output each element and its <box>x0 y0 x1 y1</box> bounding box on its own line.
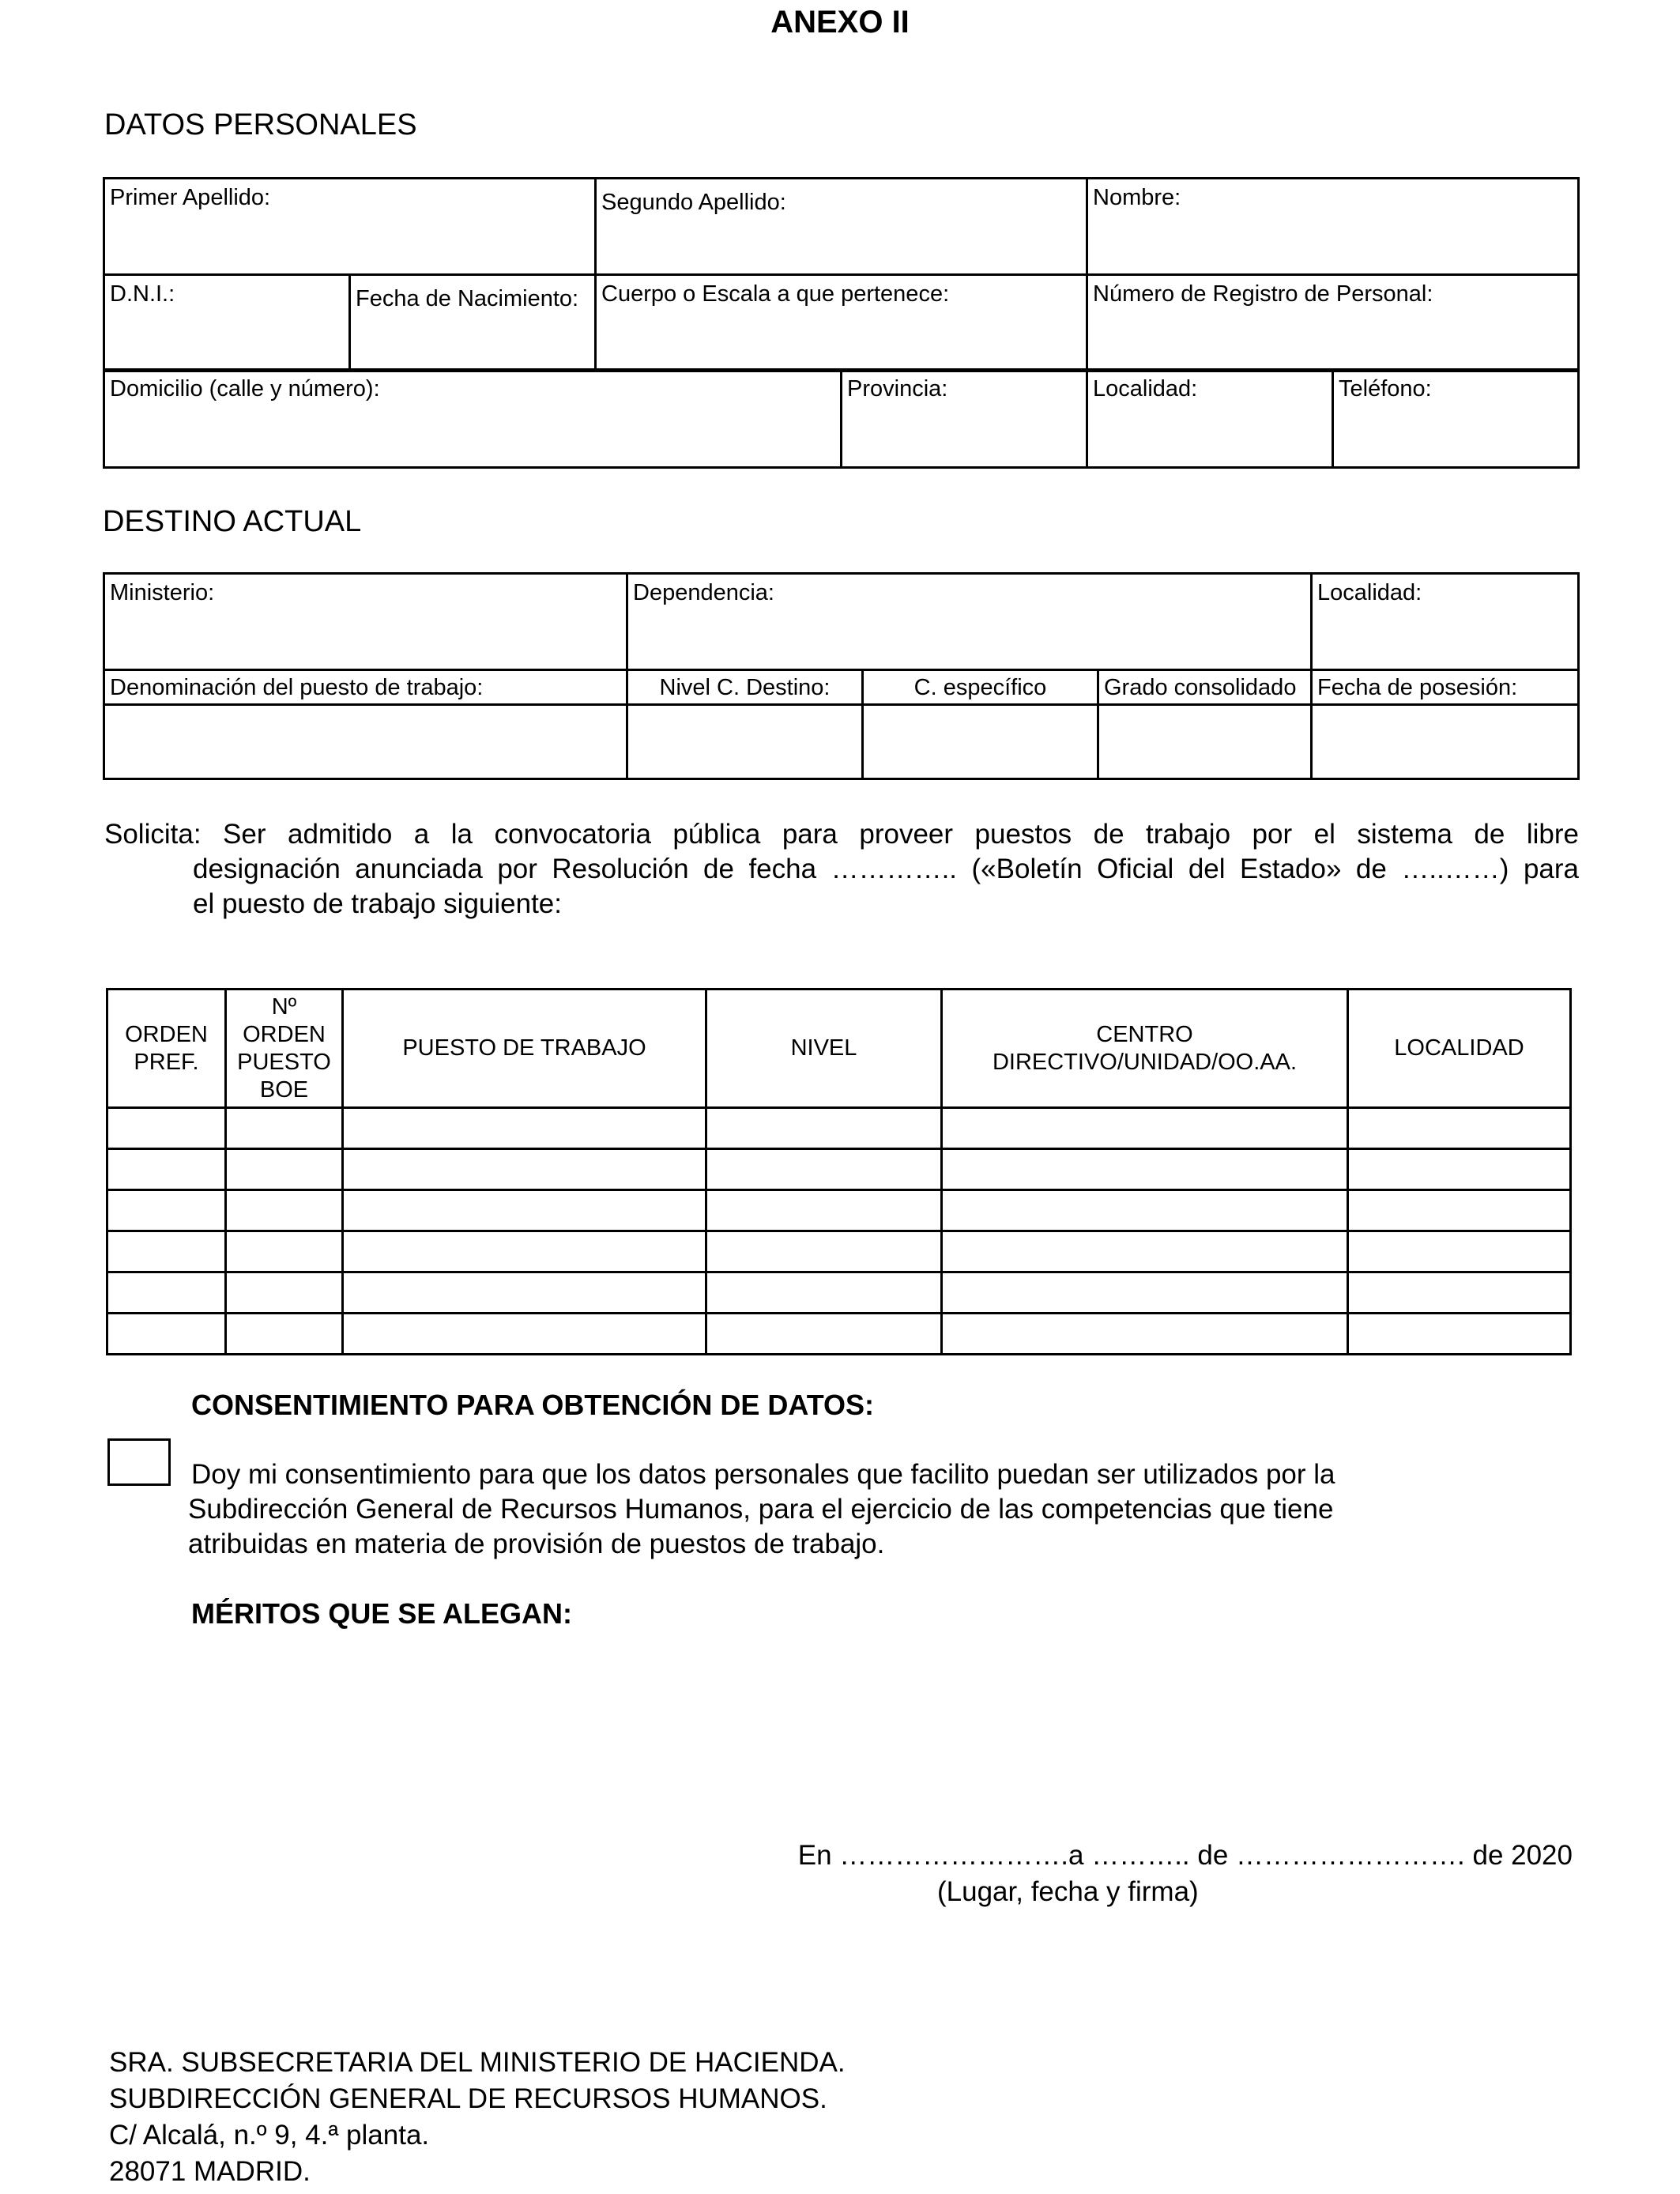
cuerpo-escala-label: Cuerpo o Escala a que pertenece: <box>601 281 950 307</box>
header-nivel <box>706 990 942 1108</box>
cell-orden-pref[interactable] <box>107 1190 226 1231</box>
cell-nivel[interactable] <box>706 1149 942 1190</box>
dependencia-field[interactable] <box>627 574 1312 670</box>
cell-orden-pref[interactable] <box>107 1272 226 1314</box>
cell-nivel[interactable] <box>706 1272 942 1314</box>
cell-centro-directivo[interactable] <box>942 1108 1348 1149</box>
denominacion-label: Denominación del puesto de trabajo: <box>110 675 484 700</box>
table-row <box>107 1231 1571 1272</box>
dni-field[interactable] <box>104 275 350 371</box>
cell-localidad[interactable] <box>1348 1108 1571 1149</box>
destinatario-line-3: C/ Alcalá, n.º 9, 4.ª planta. <box>109 2120 430 2151</box>
ministerio-label: Ministerio: <box>110 580 215 605</box>
cell-centro-directivo[interactable] <box>942 1190 1348 1231</box>
c-especifico-label: C. específico <box>913 675 1047 700</box>
grado-consolidado-input[interactable] <box>1098 705 1312 779</box>
header-orden-puesto-boe <box>226 990 343 1108</box>
puestos-table <box>106 988 1572 1355</box>
dependencia-label: Dependencia: <box>633 580 774 605</box>
destinatario-line-2: SUBDIRECCIÓN GENERAL DE RECURSOS HUMANOS. <box>109 2083 827 2114</box>
localidad-destino-label: Localidad: <box>1317 580 1422 605</box>
meritos-heading: MÉRITOS QUE SE ALEGAN: <box>191 1597 573 1630</box>
telefono-label: Teléfono: <box>1339 376 1432 401</box>
header-puesto-trabajo-label: PUESTO DE TRABAJO <box>402 1035 646 1061</box>
cell-localidad[interactable] <box>1348 1149 1571 1190</box>
primer-apellido-field[interactable] <box>104 179 596 275</box>
nivel-destino-header <box>627 670 863 705</box>
cell-localidad[interactable] <box>1348 1190 1571 1231</box>
cell-puesto-trabajo[interactable] <box>343 1272 706 1314</box>
cell-orden-puesto-boe[interactable] <box>226 1149 343 1190</box>
table-row <box>107 1272 1571 1314</box>
header-orden-puesto-boe-label: Nº ORDEN PUESTO BOE <box>237 993 331 1103</box>
consentimiento-heading: CONSENTIMIENTO PARA OBTENCIÓN DE DATOS: <box>191 1389 875 1421</box>
denominacion-header <box>104 670 627 705</box>
fecha-nacimiento-label: Fecha de Nacimiento: <box>356 286 579 311</box>
cell-centro-directivo[interactable] <box>942 1314 1348 1355</box>
cell-orden-puesto-boe[interactable] <box>226 1272 343 1314</box>
localidad-label: Localidad: <box>1093 376 1198 401</box>
consentimiento-line-1: Doy mi consentimiento para que los datos personales que facilito puedan ser utilizados por la <box>191 1459 1335 1490</box>
destino-actual-table <box>103 572 1580 780</box>
table-row <box>107 1314 1571 1355</box>
cell-orden-puesto-boe[interactable] <box>226 1314 343 1355</box>
cell-orden-pref[interactable] <box>107 1108 226 1149</box>
consentimiento-line-3: atribuidas en materia de provisión de puestos de trabajo. <box>188 1529 885 1559</box>
segundo-apellido-label: Segundo Apellido: <box>601 190 786 215</box>
cell-orden-puesto-boe[interactable] <box>226 1231 343 1272</box>
telefono-field[interactable] <box>1333 370 1579 468</box>
primer-apellido-label: Primer Apellido: <box>110 185 271 210</box>
domicilio-field[interactable] <box>104 370 842 468</box>
provincia-label: Provincia: <box>847 376 948 401</box>
c-especifico-input[interactable] <box>863 705 1098 779</box>
firma-line: En …………………….a ……….. de ……………………. de 2020 <box>797 1840 1573 1871</box>
cell-nivel[interactable] <box>706 1108 942 1149</box>
cell-orden-pref[interactable] <box>107 1149 226 1190</box>
header-puesto-trabajo <box>343 990 706 1108</box>
destinatario-line-4: 28071 MADRID. <box>109 2156 311 2187</box>
cell-puesto-trabajo[interactable] <box>343 1108 706 1149</box>
firma-caption: (Lugar, fecha y firma) <box>937 1876 1199 1907</box>
table-row <box>107 1108 1571 1149</box>
header-orden-pref-label: ORDEN PREF. <box>125 1021 208 1075</box>
numero-registro-label: Número de Registro de Personal: <box>1093 281 1433 307</box>
table-row <box>107 1190 1571 1231</box>
cell-nivel[interactable] <box>706 1231 942 1272</box>
numero-registro-field[interactable] <box>1087 275 1579 371</box>
grado-consolidado-label: Grado consolidado <box>1104 675 1297 700</box>
table-row <box>107 1149 1571 1190</box>
header-localidad <box>1348 990 1571 1108</box>
c-especifico-header <box>863 670 1098 705</box>
domicilio-table <box>103 368 1580 469</box>
destino-actual-heading: DESTINO ACTUAL <box>103 505 362 538</box>
fecha-posesion-label: Fecha de posesión: <box>1317 675 1518 700</box>
consentimiento-checkbox[interactable] <box>107 1438 171 1486</box>
header-localidad-label: LOCALIDAD <box>1394 1035 1524 1061</box>
fecha-posesion-input[interactable] <box>1312 705 1579 779</box>
cell-orden-pref[interactable] <box>107 1231 226 1272</box>
cell-localidad[interactable] <box>1348 1231 1571 1272</box>
domicilio-label: Domicilio (calle y número): <box>110 376 380 401</box>
solicita-line-2: designación anunciada por Resolución de fecha ………….. («Boletín Oficial del Estado» de …..……) para <box>193 854 1579 884</box>
cell-puesto-trabajo[interactable] <box>343 1190 706 1231</box>
grado-consolidado-header <box>1098 670 1312 705</box>
localidad-field[interactable] <box>1087 370 1333 468</box>
denominacion-input[interactable] <box>104 705 627 779</box>
cell-centro-directivo[interactable] <box>942 1272 1348 1314</box>
ministerio-field[interactable] <box>104 574 627 670</box>
cell-puesto-trabajo[interactable] <box>343 1314 706 1355</box>
nombre-field[interactable] <box>1087 179 1579 275</box>
nombre-label: Nombre: <box>1093 185 1181 210</box>
cuerpo-escala-field[interactable] <box>596 275 1087 371</box>
fecha-nacimiento-field[interactable] <box>350 275 596 371</box>
header-nivel-label: NIVEL <box>790 1035 857 1061</box>
cell-centro-directivo[interactable] <box>942 1231 1348 1272</box>
cell-puesto-trabajo[interactable] <box>343 1231 706 1272</box>
solicita-line-3: el puesto de trabajo siguiente: <box>193 888 562 919</box>
nivel-destino-input[interactable] <box>627 705 863 779</box>
cell-centro-directivo[interactable] <box>942 1149 1348 1190</box>
header-centro-directivo-label: CENTRO DIRECTIVO/UNIDAD/OO.AA. <box>992 1021 1298 1075</box>
provincia-field[interactable] <box>842 370 1087 468</box>
destinatario-line-1: SRA. SUBSECRETARIA DEL MINISTERIO DE HACIENDA. <box>109 2047 846 2078</box>
datos-personales-table <box>103 177 1580 372</box>
dni-label: D.N.I.: <box>110 281 175 307</box>
solicita-line-1: Solicita: Ser admitido a la convocatoria pública para proveer puestos de trabajo por el sistema de libre <box>104 819 1579 850</box>
cell-puesto-trabajo[interactable] <box>343 1149 706 1190</box>
segundo-apellido-field[interactable] <box>596 179 1087 275</box>
cell-nivel[interactable] <box>706 1314 942 1355</box>
cell-orden-puesto-boe[interactable] <box>226 1108 343 1149</box>
header-orden-pref <box>107 990 226 1108</box>
cell-orden-pref[interactable] <box>107 1314 226 1355</box>
page-title: ANEXO II <box>770 5 910 40</box>
fecha-posesion-header <box>1312 670 1579 705</box>
header-centro-directivo <box>942 990 1348 1108</box>
cell-localidad[interactable] <box>1348 1314 1571 1355</box>
consentimiento-line-2: Subdirección General de Recursos Humanos, para el ejercicio de las competencias que tiene <box>188 1494 1334 1525</box>
datos-personales-heading: DATOS PERSONALES <box>104 108 417 141</box>
nivel-destino-label: Nivel C. Destino: <box>659 675 831 700</box>
localidad-destino-field[interactable] <box>1312 574 1579 670</box>
cell-localidad[interactable] <box>1348 1272 1571 1314</box>
cell-nivel[interactable] <box>706 1190 942 1231</box>
cell-orden-puesto-boe[interactable] <box>226 1190 343 1231</box>
